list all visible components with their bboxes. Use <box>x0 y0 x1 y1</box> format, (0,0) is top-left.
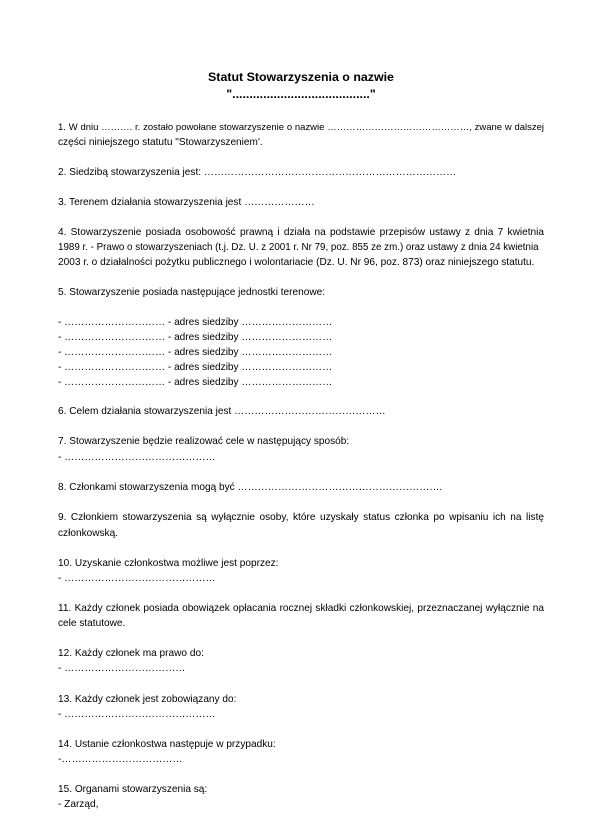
paragraph-3: 3. Terenem działania stowarzyszenia jest ………………… <box>58 197 315 208</box>
unit-line: - ………………………… - adres siedziby ……………………… <box>58 332 333 343</box>
paragraph-15-line-2: - Zarząd, <box>58 799 99 810</box>
unit-line: - ………………………… - adres siedziby ……………………… <box>58 362 333 373</box>
paragraph-4-line-2: 1989 r. - Prawo o stowarzyszeniach (t.j. Dz. U. z 2001 r. Nr 79, poz. 855 ze zm.) oraz ustawy z dnia 24 kwietnia <box>58 242 539 253</box>
document-subtitle: "........................................" <box>226 87 376 101</box>
paragraph-11-line-1: 11. Każdy członek posiada obowiązek opłacania rocznej składki członkowskiej, przeznaczanej wyłącznie na <box>58 603 544 614</box>
paragraph-2: 2. Siedzibą stowarzyszenia jest: ………………………………………………………………… <box>58 167 457 178</box>
paragraph-14-line-2: -……………………………… <box>58 754 183 765</box>
document-title: Statut Stowarzyszenia o nazwie <box>208 70 394 84</box>
paragraph-14-line-1: 14. Ustanie członkostwa następuje w przypadku: <box>58 739 276 750</box>
paragraph-10-line-1: 10. Uzyskanie członkostwa możliwe jest poprzez: <box>58 558 279 569</box>
paragraph-15-line-1: 15. Organami stowarzyszenia są: <box>58 784 208 795</box>
paragraph-11-line-2: cele statutowe. <box>58 618 126 629</box>
unit-line: - ………………………… - adres siedziby ……………………… <box>58 377 333 388</box>
paragraph-1-line-2: części niniejszego statutu "Stowarzyszeniem'. <box>58 137 263 148</box>
paragraph-9-line-1: 9. Członkiem stowarzyszenia są wyłącznie osoby, które uzyskały status członka po wpisaniu ich na listę <box>58 512 544 523</box>
paragraph-5-intro: 5. Stowarzyszenie posiada następujące jednostki terenowe: <box>58 287 326 298</box>
unit-line: - ………………………… - adres siedziby ……………………… <box>58 317 333 328</box>
paragraph-10-line-2: - ……………………………………… <box>58 573 216 584</box>
paragraph-8: 8. Członkami stowarzyszenia mogą być ……………………………………………………. <box>58 482 443 493</box>
unit-line: - ………………………… - adres siedziby ……………………… <box>58 347 333 358</box>
paragraph-12-line-1: 12. Każdy członek ma prawo do: <box>58 648 204 659</box>
paragraph-13-line-1: 13. Każdy członek jest zobowiązany do: <box>58 694 237 705</box>
paragraph-7-line-1: 7. Stowarzyszenie będzie realizować cele w następujący sposób: <box>58 436 350 447</box>
paragraph-1-line-1: 1. W dniu ………. r. zostało powołane stowarzyszenie o nazwie ………………………………………, zwane w dalszej <box>58 122 544 133</box>
paragraph-6: 6. Celem działania stowarzyszenia jest ……………………………………… <box>58 406 386 417</box>
paragraph-9-line-2: członkowską. <box>58 528 119 539</box>
paragraph-7-line-2: - ……………………………………… <box>58 452 216 463</box>
paragraph-12-line-2: - ……………………………… <box>58 663 186 674</box>
paragraph-4-line-1: 4. Stowarzyszenie posiada osobowość prawną i działa na podstawie przepisów ustawy z dnia 7 kwietnia <box>58 227 544 238</box>
paragraph-4-line-3: 2003 r. o działalności pożytku publicznego i wolontariacie (Dz. U. Nr 96, poz. 873) oraz niniejszego statutu. <box>58 257 535 268</box>
paragraph-13-line-2: - ……………………………………… <box>58 709 216 720</box>
